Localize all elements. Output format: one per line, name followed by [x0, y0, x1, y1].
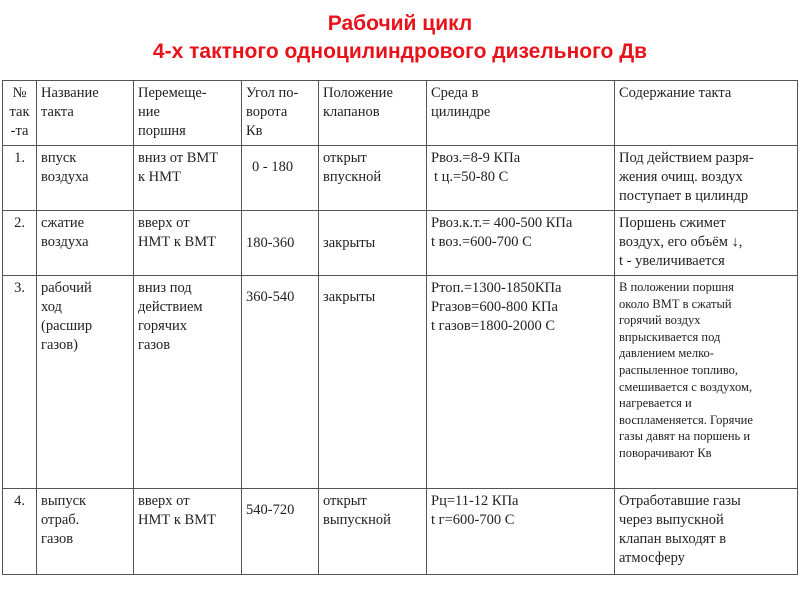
cell-line: (расшир	[41, 318, 93, 334]
row-content	[615, 146, 798, 211]
row-angle	[242, 489, 319, 575]
cell-line: отраб.	[41, 512, 80, 528]
row-move	[134, 146, 242, 211]
cell-line: распыленное топливо,	[619, 362, 739, 377]
cell-line: Рвоз.=8-9 КПа	[431, 150, 521, 166]
cell-line: впуск	[41, 150, 77, 166]
header-num	[3, 81, 37, 146]
cell-line: горячий воздух	[619, 313, 701, 328]
cell-line: давлением мелко-	[619, 346, 714, 361]
row-num: 1.	[3, 146, 37, 211]
header-text: ворота	[246, 104, 288, 120]
header-content	[615, 81, 798, 146]
header-text: так	[9, 104, 30, 120]
cell-line: газы давят на поршень и	[619, 429, 751, 444]
cell-line: В положении поршня	[619, 280, 734, 294]
header-row	[3, 81, 798, 146]
row-angle: 180-360	[242, 211, 319, 276]
table-row	[3, 211, 798, 276]
cell-line: открыт	[323, 493, 367, 509]
table-row	[3, 276, 798, 489]
row-medium	[427, 211, 615, 276]
cell-line: атмосферу	[619, 550, 685, 566]
header-text: ние	[138, 104, 160, 120]
header-move	[134, 81, 242, 146]
row-name	[37, 489, 134, 575]
cell-line: вверх от	[138, 493, 190, 509]
row-medium	[427, 276, 615, 489]
cell-line: поступает в цилиндр	[619, 188, 749, 204]
cell-line: t г=600-700 С	[431, 512, 515, 528]
row-content	[615, 211, 798, 276]
cell-line: газов)	[41, 337, 78, 353]
header-text: Перемеще-	[138, 85, 207, 101]
cell-line: t воз.=600-700 С	[431, 234, 532, 250]
cell-line: Под действием разря-	[619, 150, 754, 166]
diesel-cycle-table	[2, 80, 798, 575]
cell-line: выпускной	[323, 512, 391, 528]
cell-line: воздух, его объём ↓,	[619, 234, 743, 250]
header-text: Угол по-	[246, 85, 299, 101]
header-text: такта	[41, 104, 74, 120]
header-text: Кв	[246, 123, 263, 139]
cell-line: Ртоп.=1300-1850КПа	[431, 280, 562, 296]
cell-line: вверх от	[138, 215, 190, 231]
header-name	[37, 81, 134, 146]
cell-line: Поршень сжимет	[619, 215, 726, 231]
cell-line: 540-720	[246, 502, 295, 518]
cell-line: рабочий	[41, 280, 92, 296]
cell-line: 0 - 180	[252, 159, 294, 175]
table-row	[3, 146, 798, 211]
header-text: Содержание такта	[619, 85, 732, 101]
header-text: -та	[10, 123, 29, 139]
row-name	[37, 211, 134, 276]
row-valves	[319, 276, 427, 489]
cell-line: впрыскивается под	[619, 329, 721, 344]
cell-line: НМТ к ВМТ	[138, 512, 216, 528]
row-content	[615, 489, 798, 575]
row-medium	[427, 146, 615, 211]
header-angle	[242, 81, 319, 146]
cell-line: Ргазов=600-800 КПа	[431, 299, 558, 315]
header-medium	[427, 81, 615, 146]
cell-line: впускной	[323, 169, 382, 185]
cell-line: Отработавшие газы	[619, 493, 741, 509]
row-move	[134, 489, 242, 575]
cell-line: ход	[41, 299, 62, 315]
cell-line: вниз под	[138, 280, 192, 296]
cell-line: смешивается с воздухом,	[619, 379, 753, 394]
header-text: клапанов	[323, 104, 380, 120]
cell-line: газов	[41, 531, 74, 547]
header-text: Положение	[323, 85, 393, 101]
row-num: 3.	[3, 276, 37, 489]
header-text: №	[12, 85, 27, 101]
page-title	[0, 10, 800, 66]
row-valves	[319, 146, 427, 211]
header-text: поршня	[138, 123, 186, 139]
title-line-1: Рабочий цикл	[327, 12, 473, 35]
row-num: 4.	[3, 489, 37, 575]
row-num: 2.	[3, 211, 37, 276]
cell-line: газов	[138, 337, 171, 353]
cell-line: t ц.=50-80 С	[434, 169, 509, 185]
row-angle	[242, 146, 319, 211]
cell-line: вниз от ВМТ	[138, 150, 219, 166]
row-angle	[242, 276, 319, 489]
cell-line: закрыты	[323, 289, 376, 305]
row-move	[134, 276, 242, 489]
cell-line: 360-540	[246, 289, 295, 305]
header-text: цилиндре	[431, 104, 491, 120]
cell-line: через выпускной	[619, 512, 724, 528]
row-move	[134, 211, 242, 276]
cell-line: клапан выходят в	[619, 531, 727, 547]
cell-line: Рвоз.к.т.= 400-500 КПа	[431, 215, 573, 231]
cell-line: горячих	[138, 318, 188, 334]
table-row	[3, 489, 798, 575]
cell-line: воспламеняется. Горячие	[619, 412, 753, 427]
row-medium	[427, 489, 615, 575]
header-valves	[319, 81, 427, 146]
cell-line: поворачивают Кв	[619, 445, 712, 460]
cell-line: Рц=11-12 КПа	[431, 493, 519, 509]
cell-line: воздуха	[41, 169, 89, 185]
cell-line: t газов=1800-2000 С	[431, 318, 556, 334]
cell-line: воздуха	[41, 234, 89, 250]
cell-line: t - увеличивается	[619, 253, 725, 269]
row-valves	[319, 489, 427, 575]
title-line-2: 4-х тактного одноцилиндрового дизельного Дв	[152, 40, 648, 63]
cell-line: сжатие	[41, 215, 85, 231]
row-name	[37, 276, 134, 489]
cell-line: закрыты	[323, 234, 376, 251]
header-text: Среда в	[431, 85, 479, 101]
cell-line: открыт	[323, 150, 367, 166]
row-valves	[319, 211, 427, 276]
cell-line: НМТ к ВМТ	[138, 234, 216, 250]
cell-line: около ВМТ в сжатый	[619, 296, 732, 311]
cell-line: действием	[138, 299, 203, 315]
row-name	[37, 146, 134, 211]
cell-line: к НМТ	[138, 169, 181, 185]
cell-line: жения очищ. воздух	[619, 169, 743, 185]
cell-line: выпуск	[41, 493, 87, 509]
row-content	[615, 276, 798, 489]
cell-line: нагревается и	[619, 396, 692, 411]
header-text: Название	[41, 85, 99, 101]
